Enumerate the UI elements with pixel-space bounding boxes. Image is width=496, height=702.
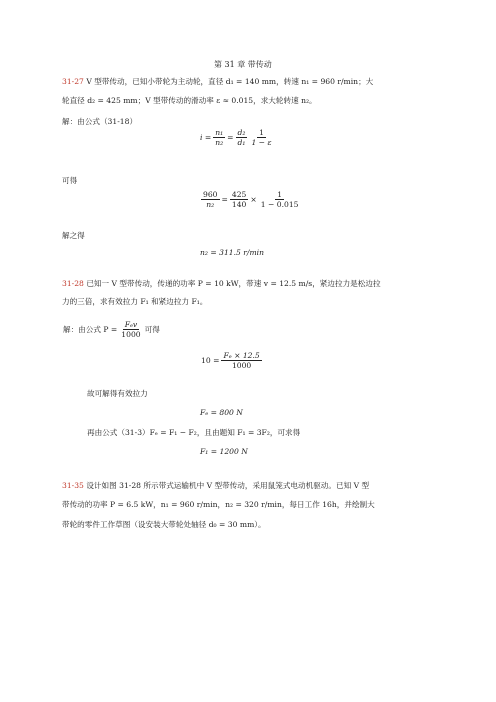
fraction-numerator: 425 xyxy=(231,190,247,199)
fraction-denominator: 1000 xyxy=(121,330,141,339)
fraction-425-140 xyxy=(230,190,249,209)
fraction-fe xyxy=(221,351,261,370)
fraction-denominator: d₁ xyxy=(237,138,246,147)
fraction-slip-value xyxy=(259,190,301,209)
fraction-power xyxy=(119,320,142,339)
problem-31-35-line2: 带传动的功率 P = 6.5 kW，n₁ = 960 r/min，n₂ = 320 r/min，每日工作 16h，并绘制大 xyxy=(62,500,375,509)
problem-number: 31-28 xyxy=(62,279,84,288)
fraction-numerator: 1 xyxy=(277,190,283,199)
fraction-n1-n2 xyxy=(213,128,225,147)
solve-text: 解之得 xyxy=(62,231,85,240)
fraction-denominator: 1000 xyxy=(231,361,252,370)
fraction-numerator: d₂ xyxy=(237,128,246,137)
fraction-960-n2 xyxy=(201,190,220,209)
gives-text: 可得 xyxy=(62,176,78,185)
fraction-numerator: Fₑ × 12.5 xyxy=(223,351,260,360)
formula-substituted: $\frac{960}{\text{n₂}}$ = $\frac{425}{140}$ × $\frac{1}{1 - 0.015}$ xyxy=(203,190,299,209)
solution-intro: 解：由公式（31-18） xyxy=(62,117,138,126)
result-n2: n₂ = 311.5 r/min xyxy=(200,248,264,257)
formula-10 xyxy=(200,351,263,370)
problem-text: 已知一 V 型带传动，传递的功率 P = 10 kW，带速 v = 12.5 m/s，紧边拉力是松边拉 xyxy=(86,279,381,288)
result-f1: F₁ = 1200 N xyxy=(200,447,248,456)
problem-text: 设计如图 31-28 所示带式运输机中 V 型带传动，采用鼠笼式电动机驱动。已知 V 型 xyxy=(86,481,370,490)
formula-ratio: i = $\frac{\text{n₁}}{\text{n₂}}$ = $\frac{\text{d₂}}{\text{d₁}}$ $\frac{1}{1 - \varepsilon}$ xyxy=(200,128,272,147)
fraction-numerator: n₁ xyxy=(215,128,224,137)
problem-31-27-line1 xyxy=(62,77,373,87)
fraction-numerator: 960 xyxy=(203,190,218,199)
formula-lhs: 10 = xyxy=(201,356,220,365)
result-fe: Fₑ = 800 N xyxy=(200,408,243,417)
fraction-denominator: 1 − 0.015 xyxy=(260,200,299,209)
fraction-d2-d1 xyxy=(236,128,248,147)
fraction-numerator: Fₑv xyxy=(124,320,138,329)
formula-lhs: i = xyxy=(200,133,212,142)
fraction-denominator: 140 xyxy=(231,200,247,209)
problem-31-35-line3: 带轮的零件工作草图（设安装大带轮处轴径 d₀ = 30 mm）。 xyxy=(62,520,266,529)
fraction-slip xyxy=(249,128,273,147)
solution-power-formula xyxy=(62,320,161,339)
fraction-denominator: n₂ xyxy=(215,138,224,147)
fraction-numerator: 1 xyxy=(259,128,264,137)
solution-suffix: 可得 xyxy=(144,325,160,334)
problem-31-27-line2: 轮直径 d₂ = 425 mm；V 型带传动的滑动率 ε ≈ 0.015，求大轮转速 n₂。 xyxy=(62,96,317,105)
solution-prefix: 解：由公式 P = xyxy=(63,325,118,334)
problem-number: 31-35 xyxy=(62,481,84,490)
again-text: 再由公式（31-3）Fₑ = F₁ − F₂，且由题知 F₁ = 3F₂，可求得 xyxy=(87,428,301,437)
fraction-denominator: n₂ xyxy=(206,200,215,209)
problem-31-35-line1 xyxy=(62,481,369,491)
effective-tension-text: 故可解得有效拉力 xyxy=(87,389,148,398)
problem-number: 31-27 xyxy=(62,77,84,86)
problem-31-28-line2: 力的三倍，求有效拉力 F₁ 和紧边拉力 F₁。 xyxy=(62,297,208,306)
chapter-title: 第 31 章 带传动 xyxy=(214,60,272,69)
fraction-denominator: 1 − ε xyxy=(251,138,272,147)
problem-text: V 型带传动，已知小带轮为主动轮，直径 d₁ = 140 mm，转速 n₁ = 960 r/min；大 xyxy=(86,77,374,86)
problem-31-28-line1 xyxy=(62,279,381,289)
